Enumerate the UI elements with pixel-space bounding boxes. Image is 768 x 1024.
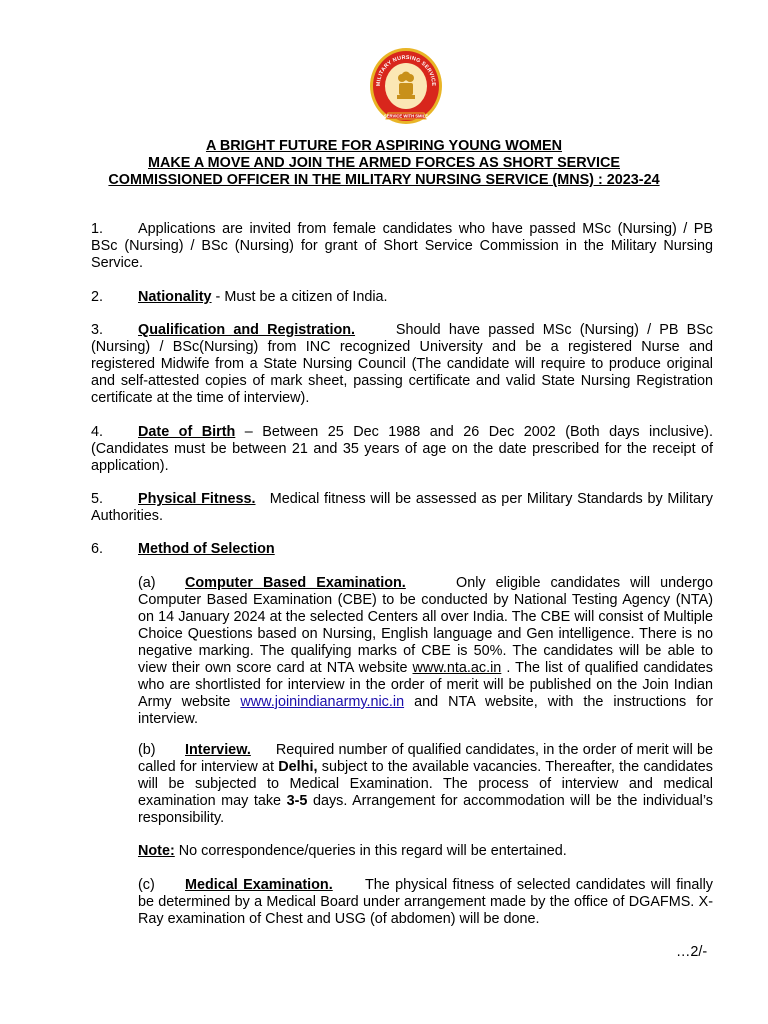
section-title: Interview. — [185, 742, 251, 758]
section-title: Computer Based Examination. — [185, 575, 406, 591]
section-title: Qualification and Registration. — [138, 322, 356, 338]
paragraph-3-qualification — [91, 322, 713, 407]
paragraph-text: days. Arrangement for accommodation will be the individual’s responsibility. — [138, 793, 713, 826]
paragraph-text: - Must be a citizen of India. — [211, 289, 388, 305]
paragraph-text: subject to the available vacancies. Thereafter, the candidates will be subjected to Medical Examination. The process of interview and medical examination may take — [138, 759, 714, 809]
bold-text: Delhi, — [278, 759, 318, 775]
note — [138, 843, 713, 860]
subparagraph-6c-medical — [138, 877, 713, 928]
paragraph-1 — [91, 221, 713, 272]
bold-text: 3-5 — [286, 793, 308, 809]
paragraph-5-physical-fitness — [91, 491, 713, 525]
paragraph-text: Medical fitness will be assessed as per Military Standards by Military Authorities. — [91, 491, 713, 524]
paragraph-number: 6. — [91, 541, 104, 557]
paragraph-number: 3. — [91, 322, 104, 338]
subparagraph-6b-interview — [138, 742, 713, 827]
paragraph-text: Required number of qualified candidates, in the order of merit will be called for interview at — [138, 742, 713, 775]
subparagraph-label: (a) — [138, 575, 156, 591]
note-title: Note: — [138, 843, 175, 859]
subparagraph-label: (b) — [138, 742, 156, 758]
paragraph-text: . The list of qualified candidates who are shortlisted for interview in the order of merit will be published on the Join Indian Army website — [138, 660, 713, 710]
emblem-bottom-text: SERVICE WITH SMILE — [383, 113, 429, 119]
subparagraph-label: (c) — [138, 877, 155, 893]
note-text: No correspondence/queries in this regard will be entertained. — [174, 843, 567, 859]
emblem-top-text: MILITARY NURSING SERVICE — [375, 54, 437, 87]
paragraph-text: Only eligible candidates will undergo Computer Based Examination (CBE) to be conducted by National Testing Agency (NTA) on 14 January 2024 at the selected Centers all over India. The CBE will consist of Multiple Choice Questions based on Nursing, English language and Gen intelligence. There is no negative marking. The qualifying marks of CBE is 50%. The candidates will be able to view their own score card at NTA website — [138, 575, 713, 676]
paragraph-text: Should have passed MSc (Nursing) / PB BSc (Nursing) / BSc(Nursing) from INC recognized University and be a registered Nurse and registered Midwife from a State Nursing Council (The candidate will require to produce original and self-attested copies of mark sheet, passing certificate and valid State Nursing Registration certificate at the time of interview). — [91, 322, 714, 406]
paragraph-number: 2. — [91, 289, 104, 305]
heading-line-3: COMMISSIONED OFFICER IN THE MILITARY NURSING SERVICE (MNS) : 2023-24 — [108, 172, 660, 188]
joinindianarmy-website-link[interactable]: www.joinindianarmy.nic.in — [240, 694, 405, 710]
paragraph-4-date-of-birth — [91, 424, 713, 475]
section-title: Physical Fitness. — [138, 491, 256, 507]
paragraph-text: Applications are invited from female candidates who have passed MSc (Nursing) / PB BSc (Nursing) / BSc (Nursing) for grant of Short Service Commission in the Military Nursing Service. — [91, 221, 713, 271]
nta-website-link[interactable]: www.nta.ac.in — [412, 660, 502, 676]
paragraph-number: 1. — [91, 221, 104, 237]
heading-line-1: A BRIGHT FUTURE FOR ASPIRING YOUNG WOMEN — [205, 138, 563, 154]
paragraph-number: 5. — [91, 491, 104, 507]
page-continuation-marker: …2/- — [676, 944, 708, 960]
paragraph-text: – Between 25 Dec 1988 and 26 Dec 2002 (Both days inclusive). (Candidates must be between 21 and 35 years of age on the date prescribed for the receipt of application). — [91, 424, 713, 474]
section-title: Date of Birth — [138, 424, 236, 440]
paragraph-text: and NTA website, with the instructions for interview. — [138, 694, 713, 727]
paragraph-text: The physical fitness of selected candidates will finally be determined by a Medical Board under arrangement made by the office of DGAFMS. X-Ray examination of Chest and USG (of abdomen) will be done. — [138, 877, 713, 927]
section-title: Nationality — [138, 289, 212, 305]
heading-line-2: MAKE A MOVE AND JOIN THE ARMED FORCES AS SHORT SERVICE — [147, 155, 620, 171]
paragraph-2-nationality — [91, 289, 713, 306]
section-title: Medical Examination. — [185, 877, 333, 893]
paragraph-number: 4. — [91, 424, 104, 440]
subparagraph-6a-cbe — [138, 575, 713, 728]
paragraph-6-method-of-selection — [91, 541, 713, 558]
mns-emblem-logo — [368, 45, 444, 127]
section-title: Method of Selection — [138, 541, 275, 557]
